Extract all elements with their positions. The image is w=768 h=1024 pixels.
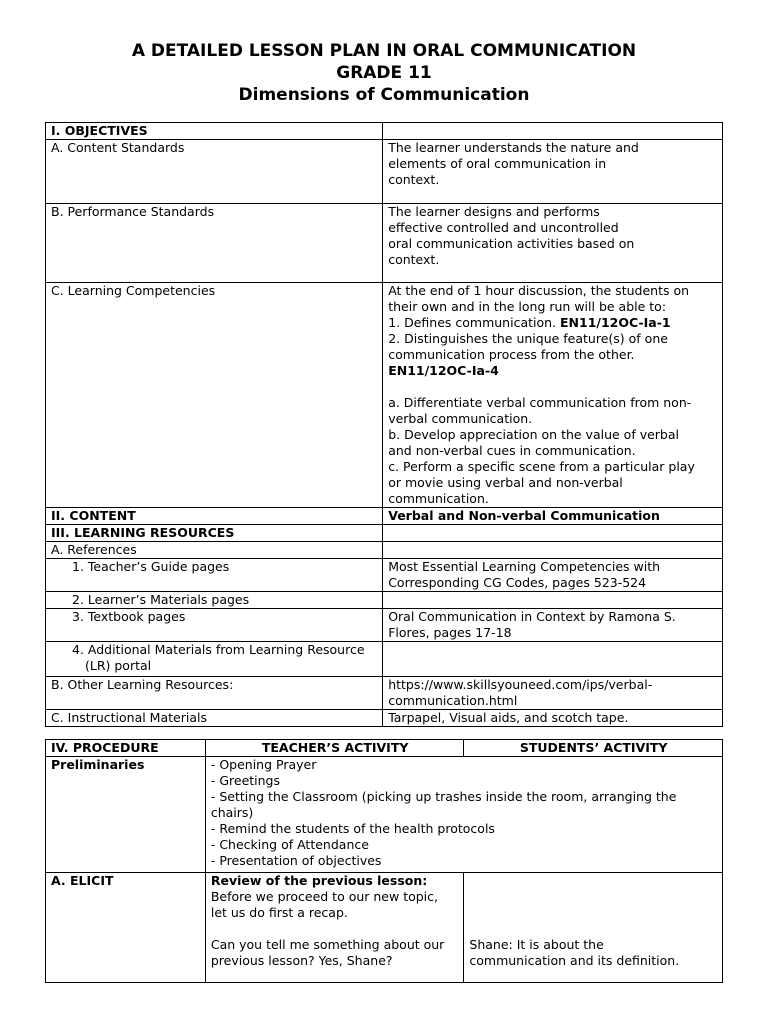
additional-materials-label: 4. Additional Materials from Learning Resource (LR) portal <box>46 642 383 677</box>
references-label: A. References <box>46 542 383 559</box>
preliminaries-list: - Opening Prayer - Greetings - Setting the Classroom (picking up trashes inside the room, arranging the chairs) - Remind the students of the health protocols - Checking of Attendance - Presentation of objectives <box>205 757 722 873</box>
students-activity-heading: STUDENTS’ ACTIVITY <box>464 740 723 757</box>
teachers-guide-value: Most Essential Learning Competencies with Corresponding CG Codes, pages 523-524 <box>383 559 723 592</box>
other-resources-link[interactable]: https://www.skillsyouneed.com/ips/verbal- communication.html <box>383 677 723 710</box>
document-title <box>0 40 768 106</box>
title-line-2: GRADE 11 <box>336 63 432 83</box>
elicit-label: A. ELICIT <box>46 873 206 983</box>
instructional-materials-label: C. Instructional Materials <box>46 710 383 727</box>
other-resources-label: B. Other Learning Resources: <box>46 677 383 710</box>
performance-standards-text: The learner designs and performs effective controlled and uncontrolled oral communication activities based on context. <box>383 204 723 283</box>
performance-standards-label: B. Performance Standards <box>46 204 383 283</box>
learners-materials-label: 2. Learner’s Materials pages <box>46 592 383 609</box>
title-line-3: Dimensions of Communication <box>238 85 530 105</box>
content-standards-text: The learner understands the nature and elements of oral communication in context. <box>383 140 723 204</box>
objectives-table <box>45 122 723 727</box>
objectives-heading: I. OBJECTIVES <box>46 123 383 140</box>
preliminaries-label: Preliminaries <box>46 757 206 873</box>
elicit-student-activity: Shane: It is about the communication and its definition. <box>464 873 723 983</box>
teachers-activity-heading: TEACHER’S ACTIVITY <box>205 740 464 757</box>
teachers-guide-label: 1. Teacher’s Guide pages <box>46 559 383 592</box>
competencies-label: C. Learning Competencies <box>46 283 383 508</box>
textbook-label: 3. Textbook pages <box>46 609 383 642</box>
title-line-1: A DETAILED LESSON PLAN IN ORAL COMMUNICATION <box>131 41 637 61</box>
competency-code-1: EN11/12OC-Ia-1 <box>560 315 671 330</box>
instructional-materials-value: Tarpapel, Visual aids, and scotch tape. <box>383 710 723 727</box>
procedure-table <box>45 739 723 983</box>
content-heading: II. CONTENT <box>46 508 383 525</box>
procedure-heading: IV. PROCEDURE <box>46 740 206 757</box>
content-standards-label: A. Content Standards <box>46 140 383 204</box>
competencies-text: At the end of 1 hour discussion, the students on their own and in the long run will be able to: 1. Defines communication. EN11/12OC-Ia-1 2. Distinguishes the unique feature(s) of one communication process from the other. EN11/12OC-Ia-4 a. Differentiate verbal communication from non- verbal communication. b. Develop appreciation on the value of verbal and non-verbal cues in communication. c. Perform a specific scene from a particular play or movie using verbal and non-verbal communication. <box>383 283 723 508</box>
textbook-value: Oral Communication in Context by Ramona S. Flores, pages 17-18 <box>383 609 723 642</box>
content-value: Verbal and Non-verbal Communication <box>383 508 723 525</box>
competency-code-2: EN11/12OC-Ia-4 <box>388 363 499 378</box>
resources-heading: III. LEARNING RESOURCES <box>46 525 383 542</box>
elicit-teacher-activity: Review of the previous lesson: Before we proceed to our new topic, let us do first a recap. Can you tell me something about our previous lesson? Yes, Shane? <box>205 873 464 983</box>
